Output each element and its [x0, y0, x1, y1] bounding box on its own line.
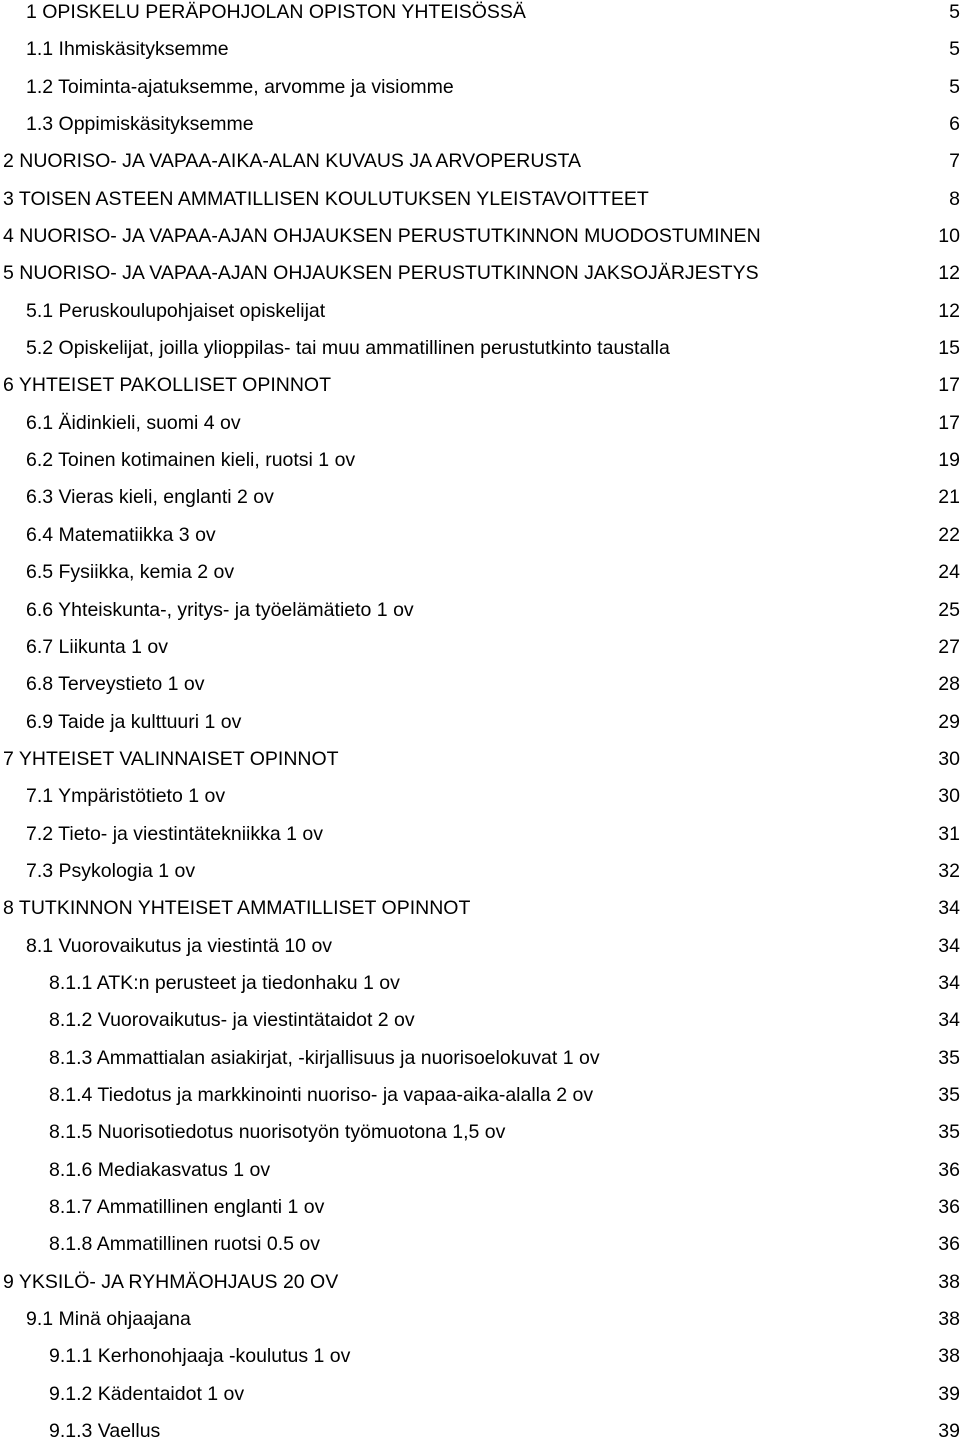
toc-entry[interactable] [0, 1382, 960, 1419]
toc-entry[interactable] [0, 261, 960, 298]
toc-entry-page-number: 35 [938, 1121, 960, 1144]
toc-entry-title: 8 TUTKINNON YHTEISET AMMATILLISET OPINNOT [3, 897, 471, 920]
toc-entry-page-number: 36 [938, 1233, 960, 1256]
toc-entry[interactable] [0, 784, 960, 821]
toc-entry-title: 8.1.4 Tiedotus ja markkinointi nuoriso- ja vapaa-aika-alalla 2 ov [49, 1083, 594, 1106]
toc-entry-title: 6.9 Taide ja kulttuuri 1 ov [26, 710, 242, 733]
toc-entry-page-number: 35 [938, 1083, 960, 1106]
toc-entry-page-number: 8 [949, 187, 960, 210]
toc-entry[interactable] [0, 224, 960, 261]
toc-entry[interactable] [0, 1195, 960, 1232]
toc-entry[interactable] [0, 560, 960, 597]
toc-entry-page-number: 38 [938, 1308, 960, 1331]
toc-entry-page-number: 5 [949, 1, 960, 23]
toc-entry-page-number: 17 [938, 374, 960, 397]
toc-entry-page-number: 25 [938, 598, 960, 621]
toc-entry-page-number: 24 [938, 561, 960, 584]
toc-entry[interactable] [0, 149, 960, 186]
toc-entry-page-number: 6 [949, 113, 960, 136]
toc-entry-title: 1 OPISKELU PERÄPOHJOLAN OPISTON YHTEISÖSSÄ [26, 1, 526, 23]
toc-entry[interactable] [0, 523, 960, 560]
toc-entry[interactable] [0, 1158, 960, 1195]
toc-entry-title: 8.1.6 Mediakasvatus 1 ov [49, 1158, 271, 1181]
toc-entry-title: 8.1.2 Vuorovaikutus- ja viestintätaidot 2 ov [49, 1009, 415, 1032]
toc-entry-title: 4 NUORISO- JA VAPAA-AJAN OHJAUKSEN PERUSTUTKINNON MUODOSTUMINEN [3, 225, 761, 248]
toc-entry-page-number: 5 [949, 75, 960, 98]
toc-entry-page-number: 21 [938, 486, 960, 509]
toc-entry[interactable] [0, 1307, 960, 1344]
toc-entry-page-number: 7 [949, 150, 960, 173]
toc-entry-page-number: 38 [938, 1270, 960, 1293]
toc-entry[interactable] [0, 1046, 960, 1083]
toc-entry[interactable] [0, 1270, 960, 1307]
toc-entry-title: 6.6 Yhteiskunta-, yritys- ja työelämätieto 1 ov [26, 598, 414, 621]
toc-entry[interactable] [0, 747, 960, 784]
toc-entry-page-number: 17 [938, 411, 960, 434]
toc-entry-page-number: 22 [938, 523, 960, 546]
toc-entry-title: 8.1.7 Ammatillinen englanti 1 ov [49, 1196, 325, 1218]
toc-entry-title: 5.1 Peruskoulupohjaiset opiskelijat [26, 299, 326, 322]
toc-entry[interactable] [0, 187, 960, 224]
toc-entry-page-number: 12 [938, 262, 960, 285]
toc-entry-page-number: 39 [938, 1382, 960, 1405]
toc-entry-title: 7 YHTEISET VALINNAISET OPINNOT [3, 747, 339, 770]
toc-entry[interactable] [0, 672, 960, 709]
toc-entry-title: 8.1.3 Ammattialan asiakirjat, -kirjallisuus ja nuorisoelokuvat 1 ov [49, 1046, 600, 1069]
toc-entry-title: 1.2 Toiminta-ajatuksemme, arvomme ja visiomme [26, 75, 454, 98]
toc-entry-title: 1.1 Ihmiskäsityksemme [26, 38, 229, 61]
toc-entry[interactable] [0, 1120, 960, 1157]
toc-entry[interactable] [0, 598, 960, 635]
toc-entry-page-number: 29 [938, 710, 960, 733]
toc-entry-page-number: 36 [938, 1196, 960, 1218]
toc-entry-title: 8.1.1 ATK:n perusteet ja tiedonhaku 1 ov [49, 971, 400, 994]
toc-entry-page-number: 39 [938, 1420, 960, 1443]
toc-entry-title: 9.1.1 Kerhonohjaaja -koulutus 1 ov [49, 1345, 351, 1368]
toc-entry[interactable] [0, 1344, 960, 1381]
toc-entry-title: 6.1 Äidinkieli, suomi 4 ov [26, 411, 241, 434]
toc-entry-title: 3 TOISEN ASTEEN AMMATILLISEN KOULUTUKSEN YLEISTAVOITTEET [3, 187, 649, 210]
toc-entry-title: 2 NUORISO- JA VAPAA-AIKA-ALAN KUVAUS JA ARVOPERUSTA [3, 150, 581, 173]
toc-entry-page-number: 36 [938, 1158, 960, 1181]
toc-entry-title: 7.2 Tieto- ja viestintätekniikka 1 ov [26, 822, 323, 845]
toc-entry-page-number: 30 [938, 785, 960, 808]
toc-entry[interactable] [0, 485, 960, 522]
toc-entry[interactable] [0, 934, 960, 971]
toc-entry[interactable] [0, 112, 960, 149]
toc-entry-page-number: 30 [938, 747, 960, 770]
toc-entry[interactable] [0, 1232, 960, 1269]
toc-entry[interactable] [0, 448, 960, 485]
toc-entry[interactable] [0, 373, 960, 410]
toc-entry[interactable] [0, 971, 960, 1008]
toc-entry-title: 6.8 Terveystieto 1 ov [26, 673, 205, 696]
toc-entry-page-number: 34 [938, 1009, 960, 1032]
toc-entry-page-number: 34 [938, 897, 960, 920]
toc-entry-page-number: 19 [938, 449, 960, 472]
toc-entry-title: 9 YKSILÖ- JA RYHMÄOHJAUS 20 OV [3, 1270, 339, 1293]
toc-entry-page-number: 31 [938, 822, 960, 845]
toc-entry[interactable] [0, 896, 960, 933]
toc-entry-title: 5 NUORISO- JA VAPAA-AJAN OHJAUKSEN PERUSTUTKINNON JAKSOJÄRJESTYS [3, 262, 759, 285]
toc-entry-title: 6.4 Matematiikka 3 ov [26, 523, 216, 546]
toc-entry[interactable] [0, 75, 960, 112]
toc-entry[interactable] [0, 710, 960, 747]
toc-entry[interactable] [0, 635, 960, 672]
toc-entry-page-number: 10 [938, 225, 960, 248]
toc-entry-title: 9.1 Minä ohjaajana [26, 1308, 191, 1331]
toc-entry-page-number: 12 [938, 299, 960, 322]
toc-entry[interactable] [0, 822, 960, 859]
toc-entry[interactable] [0, 299, 960, 336]
toc-entry[interactable] [0, 37, 960, 74]
toc-entry-title: 6 YHTEISET PAKOLLISET OPINNOT [3, 374, 331, 397]
toc-entry[interactable] [0, 336, 960, 373]
toc-entry-page-number: 27 [938, 635, 960, 658]
toc-entry-title: 9.1.3 Vaellus [49, 1420, 161, 1443]
toc-entry-title: 1.3 Oppimiskäsityksemme [26, 113, 254, 136]
toc-entry-title: 6.2 Toinen kotimainen kieli, ruotsi 1 ov [26, 449, 356, 472]
toc-entry-title: 9.1.2 Kädentaidot 1 ov [49, 1382, 245, 1405]
toc-entry[interactable] [0, 411, 960, 448]
toc-entry-title: 7.3 Psykologia 1 ov [26, 859, 196, 882]
toc-entry-title: 6.7 Liikunta 1 ov [26, 635, 169, 658]
toc-entry-title: 8.1.5 Nuorisotiedotus nuorisotyön työmuotona 1,5 ov [49, 1121, 506, 1144]
toc-entry[interactable] [0, 859, 960, 896]
toc-entry-title: 8.1 Vuorovaikutus ja viestintä 10 ov [26, 934, 333, 957]
toc-entry-title: 6.3 Vieras kieli, englanti 2 ov [26, 486, 274, 509]
toc-entry[interactable] [0, 1419, 960, 1456]
toc-entry-page-number: 34 [938, 971, 960, 994]
toc-entry-page-number: 35 [938, 1046, 960, 1069]
toc-entry-page-number: 32 [938, 859, 960, 882]
toc-entry-title: 7.1 Ympäristötieto 1 ov [26, 785, 226, 808]
toc-entry[interactable] [0, 0, 960, 37]
toc-entry-title: 6.5 Fysiikka, kemia 2 ov [26, 561, 235, 584]
toc-entry-page-number: 38 [938, 1345, 960, 1368]
toc-entry-title: 5.2 Opiskelijat, joilla ylioppilas- tai muu ammatillinen perustutkinto taustalla [26, 337, 670, 360]
toc-entry[interactable] [0, 1008, 960, 1045]
toc-entry-page-number: 28 [938, 673, 960, 696]
toc-entry-page-number: 34 [938, 934, 960, 957]
toc-entry-title: 8.1.8 Ammatillinen ruotsi 0.5 ov [49, 1233, 320, 1256]
toc-entry-page-number: 5 [949, 38, 960, 61]
toc-entry-page-number: 15 [938, 337, 960, 360]
toc-entry[interactable] [0, 1083, 960, 1120]
